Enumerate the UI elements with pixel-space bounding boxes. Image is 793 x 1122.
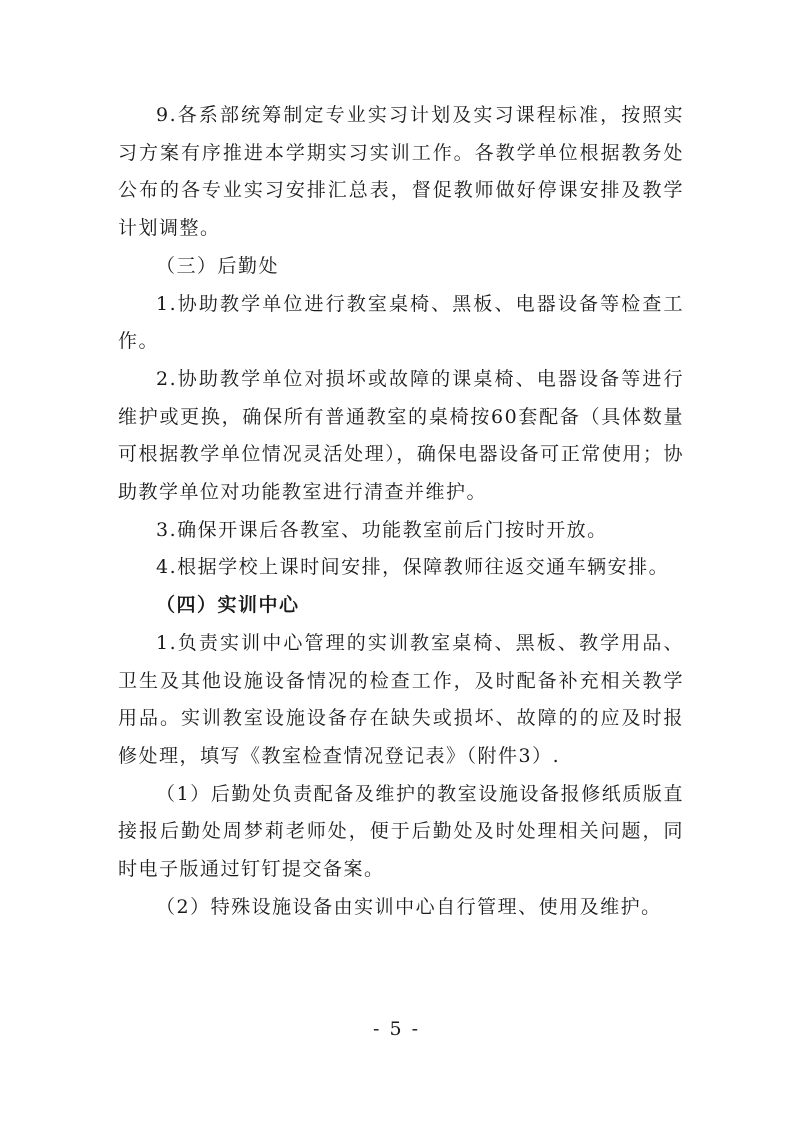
section-heading-training-center: （四）实训中心 [156,594,300,617]
paragraph-logistics-1: 1.协助教学单位进行教室桌椅、黑板、电器设备等检查工作。 [118,292,684,353]
paragraph-logistics-4: 4.根据学校上课时间安排，保障教师往返交通车辆安排。 [156,556,670,579]
paragraph-training-1-sub-1: （1）后勤处负责配备及维护的教室设施设备报修纸质版直接报后勤处周梦莉老师处，便于后勤处及时处理相关问题，同时电子版通过钉钉提交备案。 [118,782,684,881]
page-number: - 5 - [372,1018,420,1040]
paragraph-logistics-3: 3.确保开课后各教室、功能教室前后门按时开放。 [156,518,608,541]
paragraph-training-1: 1.负责实训中心管理的实训教室桌椅、黑板、教学用品、卫生及其他设施设备情况的检查工作，及时配备补充相关教学用品。实训教室设施设备存在缺失或损坏、故障的的应及时报修处理，填写《教室检查情况登记表》（附件3）. [118,631,684,767]
body-text [118,97,684,926]
paragraph-item-9: 9.各系部统筹制定专业实习计划及实习课程标准，按照实习方案有序推进本学期实习实训工作。各教学单位根据教务处公布的各专业实习安排汇总表，督促教师做好停课安排及教学计划调整。 [118,104,684,240]
paragraph-logistics-2: 2.协助教学单位对损坏或故障的课桌椅、电器设备等进行维护或更换，确保所有普通教室的桌椅按60套配备（具体数量可根据教学单位情况灵活处理），确保电器设备可正常使用；协助教学单位对功能教室进行清查并维护。 [118,367,684,504]
paragraph-training-1-sub-2: （2）特殊设施设备由实训中心自行管理、使用及维护。 [156,895,662,918]
section-heading-logistics: （三）后勤处 [156,254,280,277]
